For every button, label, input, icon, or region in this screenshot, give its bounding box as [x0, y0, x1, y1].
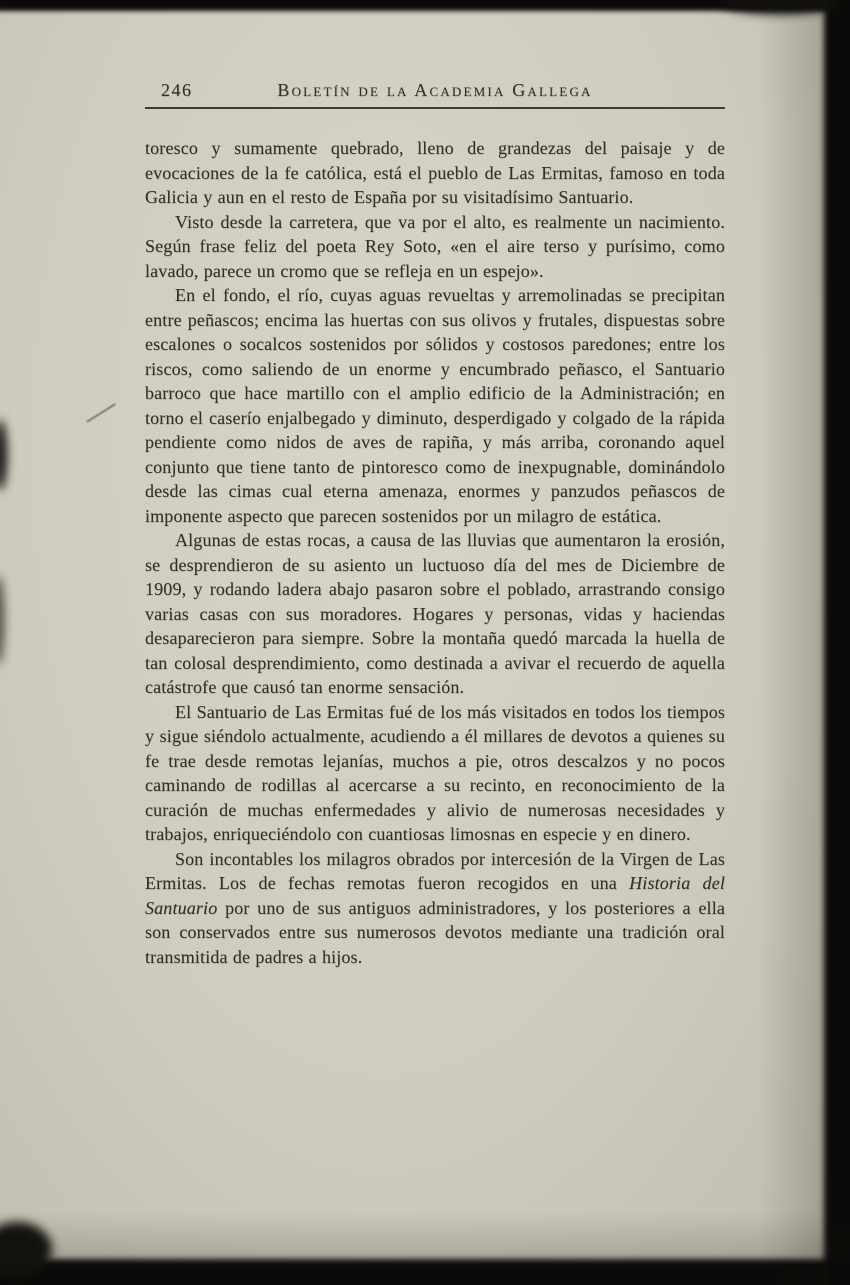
paragraph-text: toresco y sumamente quebrado, lleno de grandezas del paisaje y de evocaciones de la fe católica, está el pueblo de Las Ermitas, famoso en toda Galicia y aun en el resto de España por su visitadísimo Santuario. [145, 138, 725, 207]
paragraph-text: Son incontables los milagros obrados por intercesión de la Virgen de Las Ermitas. Los de fechas remotas fueron recogidos en una [145, 848, 725, 893]
paragraph [145, 528, 725, 700]
scan-edge-right [824, 0, 850, 1285]
book-title-italic: Historia del Santuario [145, 873, 726, 918]
paragraph [145, 283, 725, 528]
page-body [145, 136, 725, 969]
paragraph [145, 700, 725, 847]
paragraph-text: Visto desde la carretera, que va por el alto, es realmente un nacimiento. Según frase feliz del poeta Rey Soto, «en el aire terso y purísimo, como lavado, parece un cromo que se refleja en un espejo». [145, 211, 725, 281]
paragraph-text: En el fondo, el río, cuyas aguas revueltas y arremolinadas se precipitan entre peñascos; encima las huertas con sus olivos y frutales, dispuestas sobre escalones o socalcos sostenidos por sólidos y costosos paredones; entre los riscos, como saliendo de un enorme y encumbrado peñasco, el Santuario barroco que hace martillo con el amplio edificio de la Administración; en torno el caserío enjalbegado y diminuto, desperdigado y colgado de la rápida pendiente como nidos de aves de rapiña, y más arriba, coronando aquel conjunto que tiene tanto de pintoresco como de inexpugnable, dominándolo desde las cimas cual eterna amenaza, enormes y panzudos peñascos de imponente aspecto que parecen sostenidos por un milagro de estática. [145, 285, 725, 526]
scan-smudge [720, 0, 840, 14]
printed-content [145, 80, 725, 969]
scan-edge-bottom [0, 1259, 850, 1285]
scan-shading [0, 1211, 850, 1261]
page-header [145, 80, 725, 104]
paragraph-text: por uno de sus antiguos administradores, y los posteriores a ella son conservados entre sus numerosos devotos mediante una tradición oral transmitida de padres a hijos. [145, 897, 725, 967]
page-number: 246 [161, 80, 193, 100]
header-rule [145, 107, 725, 109]
paragraph [145, 210, 725, 284]
paragraph [145, 136, 725, 210]
paragraph-text: El Santuario de Las Ermitas fué de los más visitados en todos los tiempos y sigue siéndolo actualmente, acudiendo a él millares de devotos a quienes su fe trae desde remotas lejanías, muchos a pie, otros descalzos y no pocos caminando de rodillas al acercarse a su recinto, en reconocimiento de la curación de muchas enfermedades y alivio de numerosas necesidades y trabajos, enriqueciéndolo con cuantiosas limosnas en especie y en dinero. [145, 701, 725, 844]
scan-shading [758, 0, 828, 1285]
paragraph [145, 847, 725, 970]
pen-mark [86, 403, 116, 423]
scan-smudge [0, 575, 4, 665]
scan-smudge [0, 420, 7, 490]
paragraph-text: Algunas de estas rocas, a causa de las lluvias que aumentaron la erosión, se desprendieron de su asiento un luctuoso día del mes de Diciembre de 1909, y rodando ladera abajo pasaron sobre el poblado, arrastrando consigo varias casas con sus moradores. Hogares y personas, vidas y haciendas desaparecieron para siempre. Sobre la montaña quedó marcada la huella de tan colosal desprendimiento, como destinada a avivar el recuerdo de aquella catástrofe que causó tan enorme sensación. [145, 530, 725, 697]
journal-title: Boletín de la Academia Gallega [277, 80, 593, 100]
